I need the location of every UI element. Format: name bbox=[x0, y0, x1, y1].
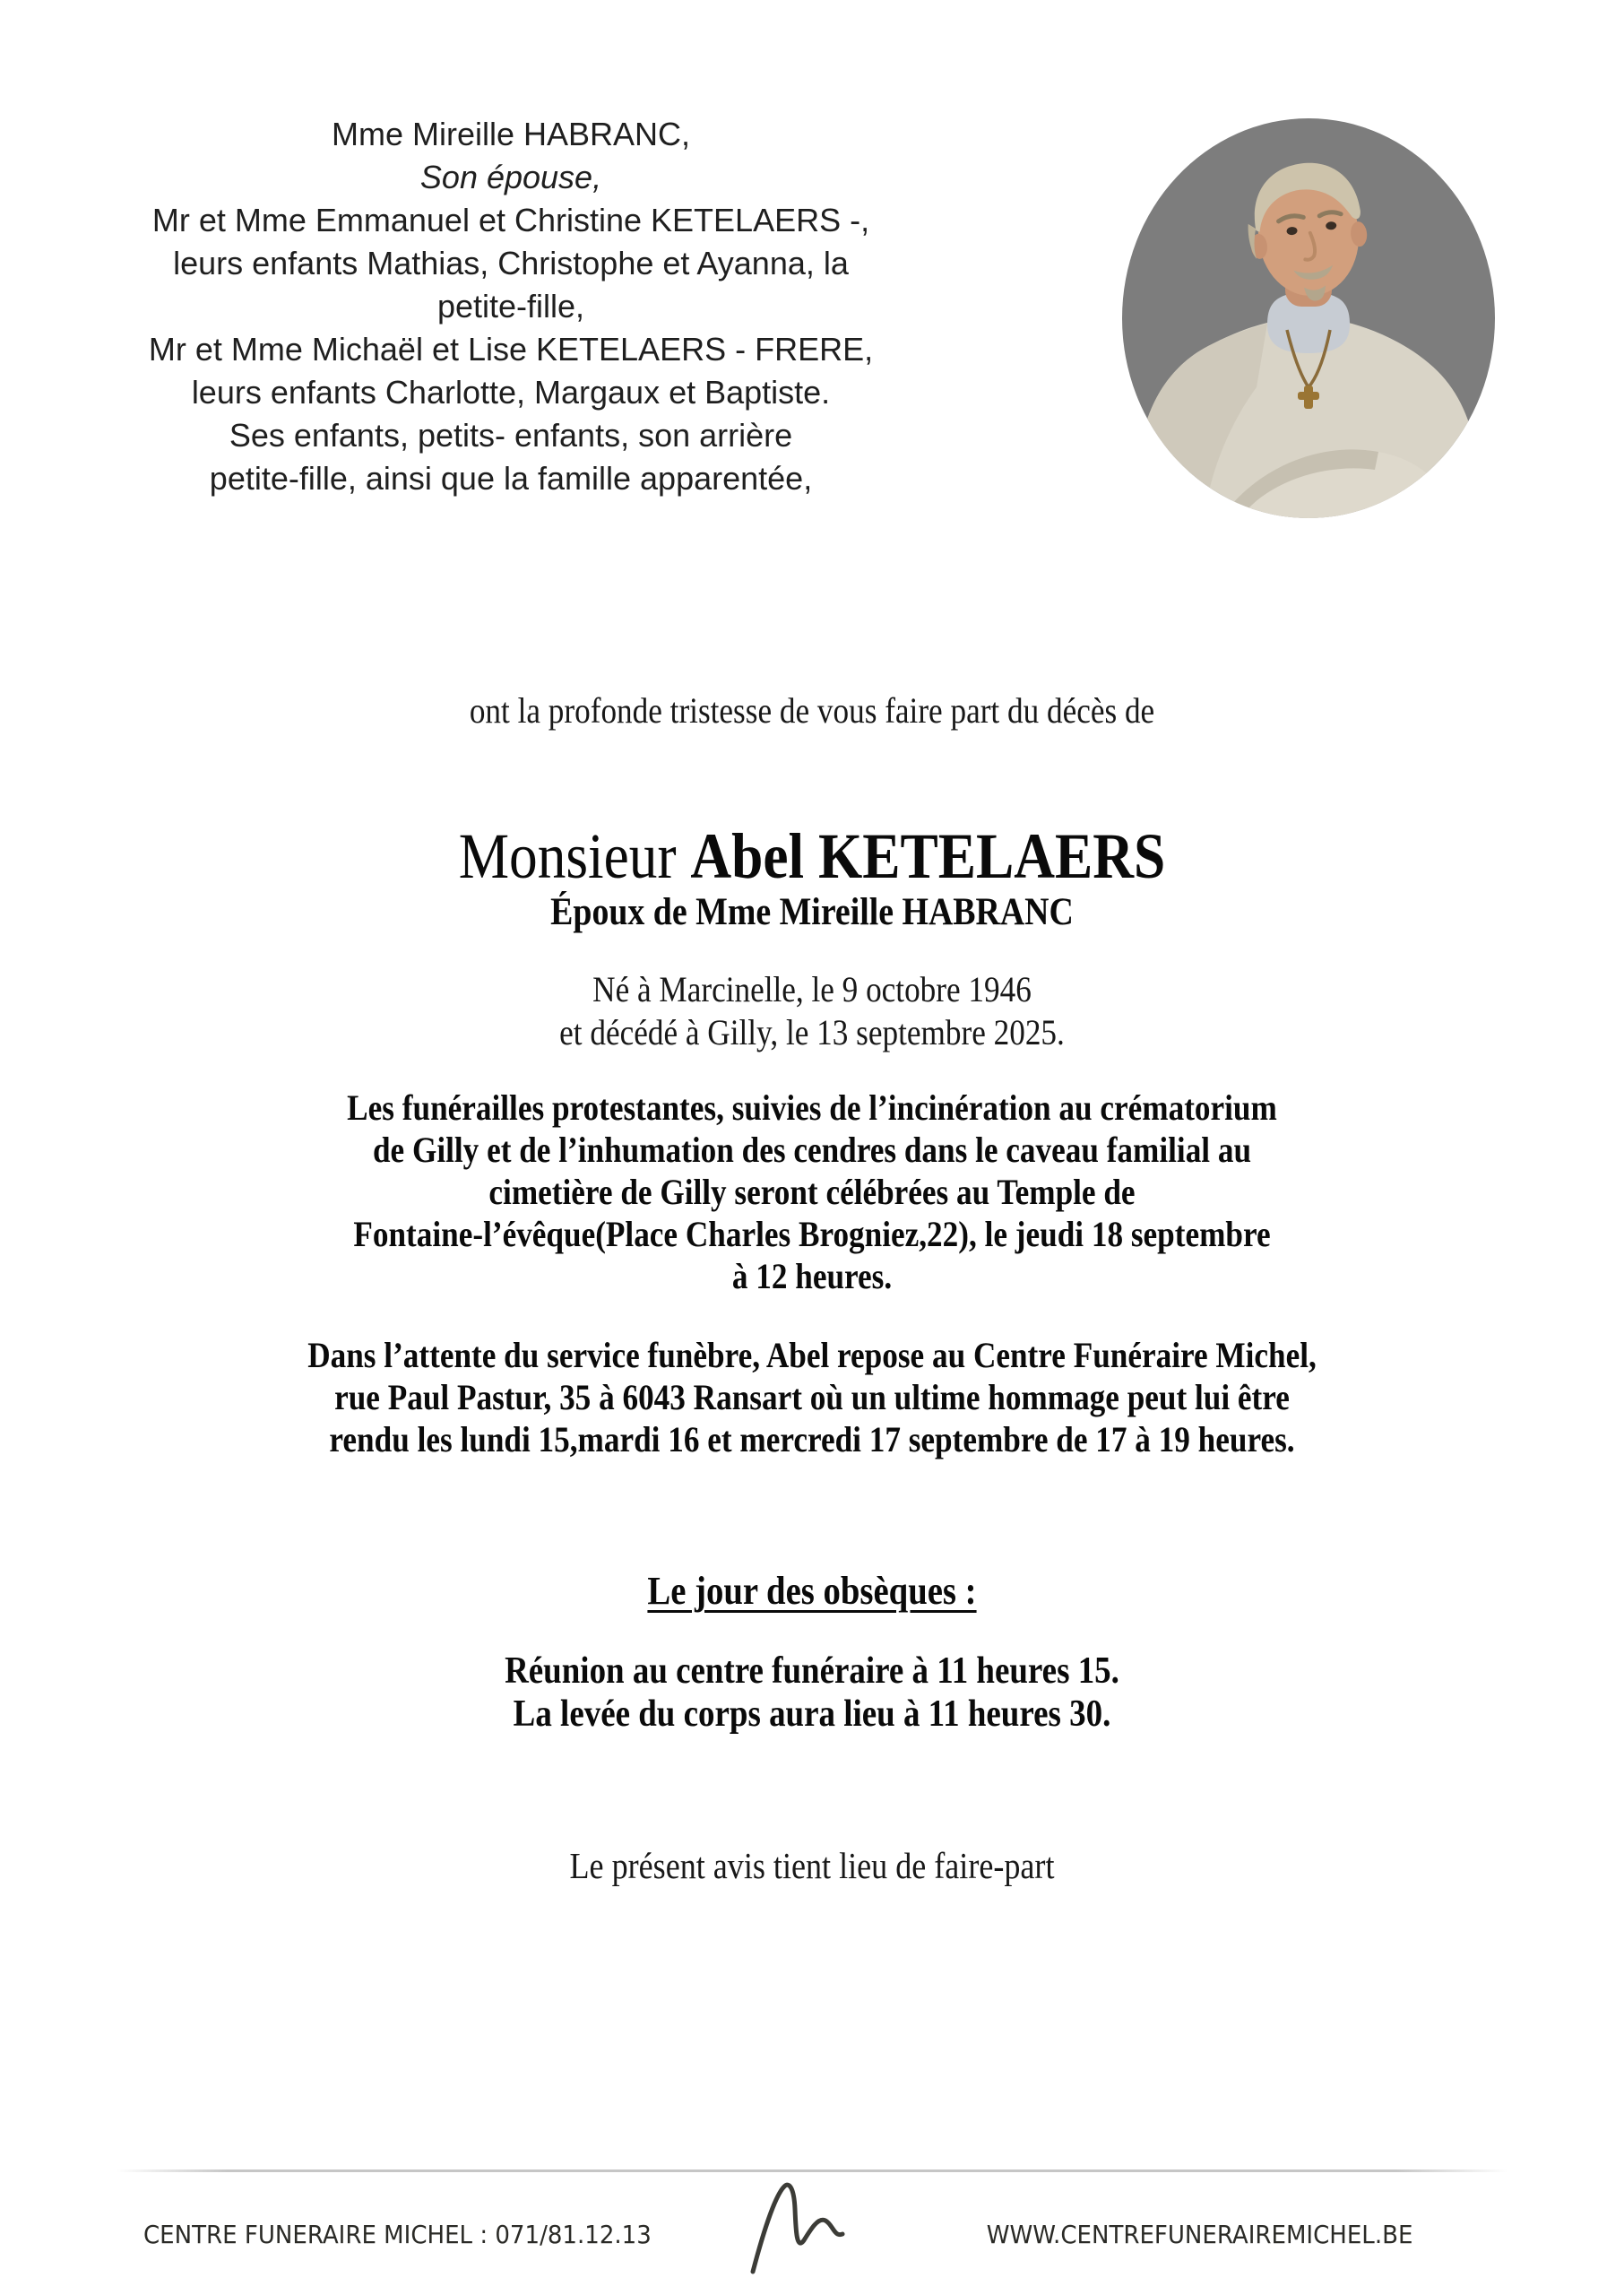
repose-details-line: rue Paul Pastur, 35 à 6043 Ransart où un ultime hommage peut lui être bbox=[334, 1377, 1290, 1417]
intro-line: Mr et Mme Michaël et Lise KETELAERS - FRERE, bbox=[148, 331, 874, 368]
michel-script-m-logo-icon bbox=[742, 2180, 885, 2275]
birth-death-block bbox=[177, 968, 1448, 1054]
intro-line: Ses enfants, petits- enfants, son arrière bbox=[229, 417, 793, 454]
obsequies-heading-text: Le jour des obsèques : bbox=[647, 1569, 977, 1613]
birth-line: Né à Marcinelle, le 9 octobre 1946 bbox=[592, 969, 1032, 1009]
funeral-details-block bbox=[177, 1087, 1448, 1297]
funeral-details-line: Les funérailles protestantes, suivies de l’incinération au crématorium bbox=[347, 1087, 1277, 1128]
deceased-name: Abel KETELAERS bbox=[690, 820, 1166, 892]
intro-line: petite-fille, bbox=[436, 288, 585, 325]
intro-line-spouse: Son épouse, bbox=[419, 159, 602, 195]
repose-details-line: rendu les lundi 15,mardi 16 et mercredi 17 septembre de 17 à 19 heures. bbox=[329, 1419, 1295, 1459]
funeral-details-line: à 12 heures. bbox=[731, 1256, 893, 1296]
deceased-title-prefix: Monsieur bbox=[458, 820, 691, 892]
repose-details-line: Dans l’attente du service funèbre, Abel repose au Centre Funéraire Michel, bbox=[307, 1335, 1317, 1375]
intro-line: petite-fille, ainsi que la famille apparentée, bbox=[209, 460, 813, 497]
announcement-line: ont la profonde tristesse de vous faire part du décès de bbox=[469, 690, 1155, 731]
notice-line: Le présent avis tient lieu de faire-part bbox=[569, 1845, 1055, 1886]
portrait-photo bbox=[1122, 118, 1495, 518]
family-intro-block bbox=[108, 113, 914, 500]
obsequies-heading bbox=[177, 1567, 1448, 1615]
intro-line: Mr et Mme Emmanuel et Christine KETELAERS -, bbox=[151, 202, 870, 238]
footer-contact-text: CENTRE FUNERAIRE MICHEL : 071/81.12.13 bbox=[143, 2220, 652, 2249]
funeral-details-line: de Gilly et de l’inhumation des cendres dans le caveau familial au bbox=[372, 1130, 1252, 1170]
death-line: et décédé à Gilly, le 13 septembre 2025. bbox=[559, 1012, 1065, 1052]
intro-line: leurs enfants Charlotte, Margaux et Baptiste. bbox=[191, 374, 831, 411]
intro-line: leurs enfants Mathias, Christophe et Ayanna, la bbox=[173, 245, 849, 281]
footer-website-text: WWW.CENTREFUNERAIREMICHEL.BE bbox=[986, 2220, 1412, 2249]
obsequies-schedule-line: La levée du corps aura lieu à 11 heures 30. bbox=[513, 1693, 1111, 1735]
obsequies-schedule-line: Réunion au centre funéraire à 11 heures 15. bbox=[505, 1650, 1119, 1692]
portrait-photo-graphic bbox=[1122, 118, 1495, 518]
spouse-line: Époux de Mme Mireille HABRANC bbox=[550, 891, 1074, 933]
obsequies-schedule-block bbox=[177, 1650, 1448, 1736]
footer-divider bbox=[117, 2169, 1507, 2172]
repose-details-block bbox=[177, 1334, 1448, 1460]
deceased-name-line bbox=[177, 819, 1448, 893]
intro-line: Mme Mireille HABRANC, bbox=[331, 116, 691, 152]
funeral-details-line: cimetière de Gilly seront célébrées au Temple de bbox=[488, 1172, 1136, 1212]
script-m-graphic bbox=[742, 2180, 885, 2275]
funeral-details-line: Fontaine-l’évêque(Place Charles Brogniez,22), le jeudi 18 septembre bbox=[353, 1214, 1271, 1254]
